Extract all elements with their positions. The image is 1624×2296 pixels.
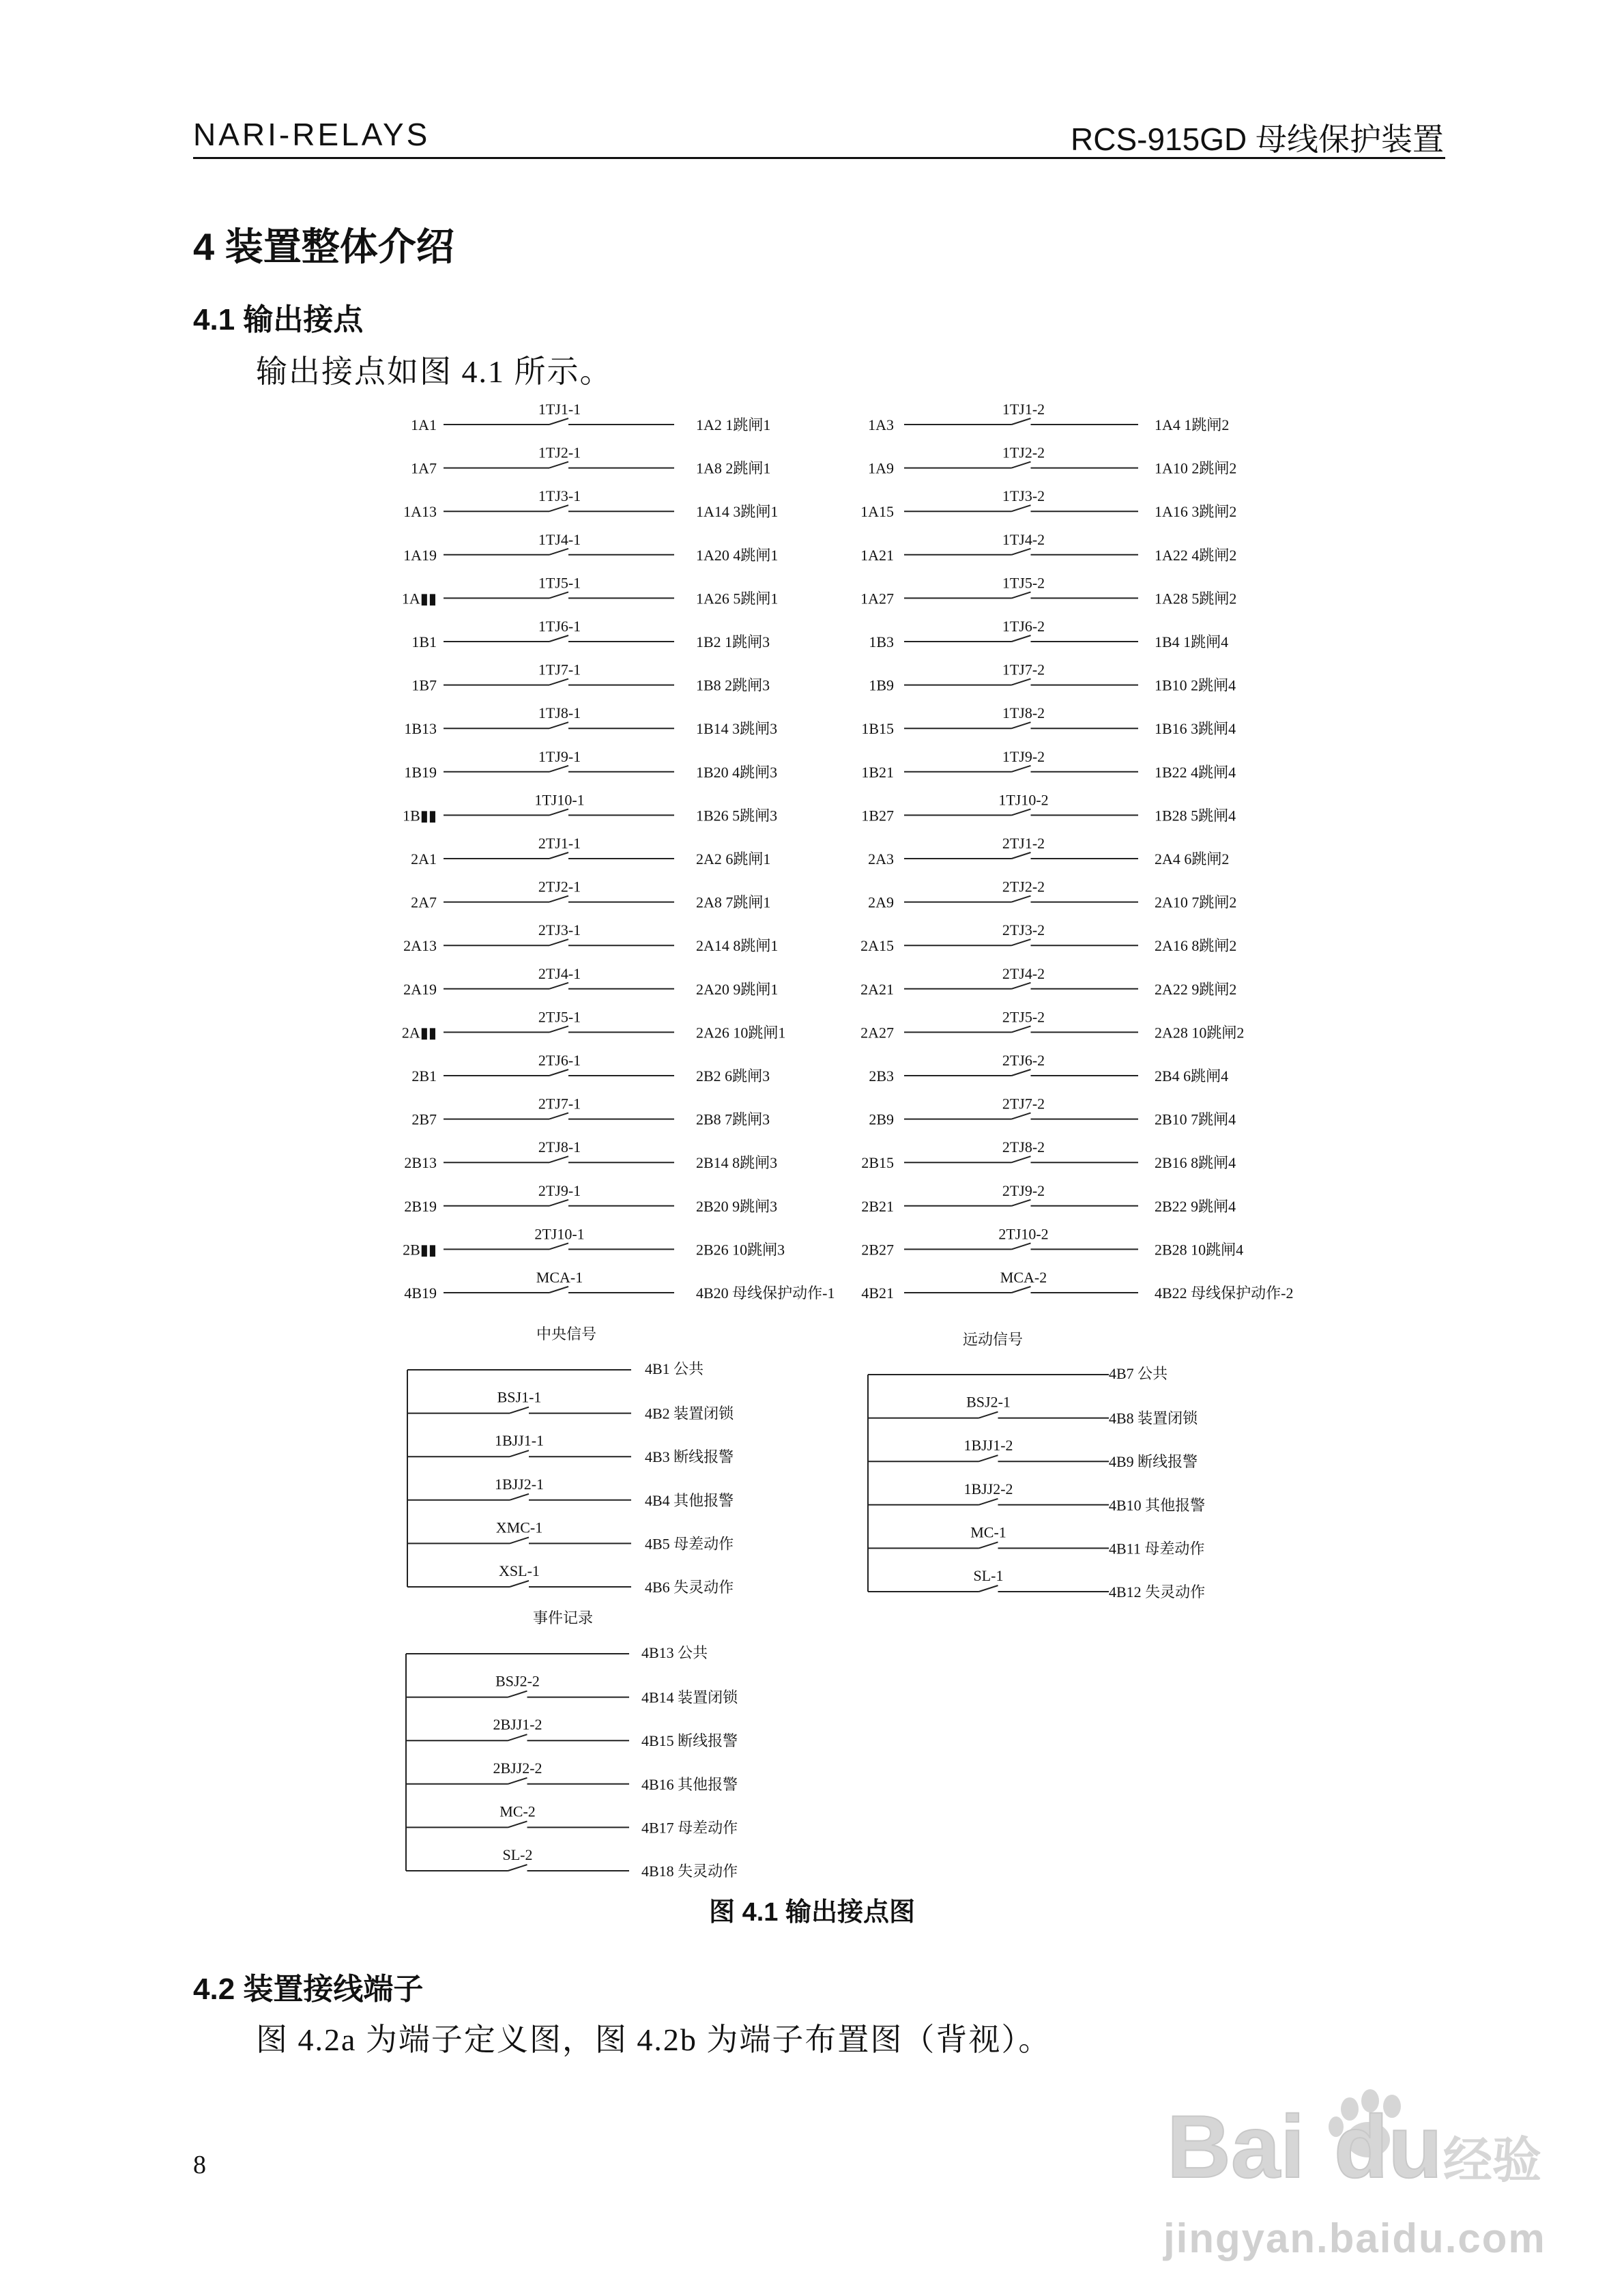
contact-label: 1TJ7-2 [1002,661,1045,678]
contact-symbol [868,1499,1109,1505]
terminal-label: 1A2 1跳闸1 [696,416,771,433]
terminal-label: 2B9 [869,1110,894,1128]
terminal-label: 1B28 5跳闸4 [1155,807,1236,824]
contact-label: 2BJJ2-2 [493,1759,542,1777]
group-title: 中央信号 [536,1325,597,1343]
terminal-label: 2A▮▮ [401,1024,437,1042]
contact-symbol [904,1070,1138,1076]
terminal-label: 2A4 6跳闸2 [1155,850,1230,867]
terminal-label: 2B28 10跳闸4 [1155,1241,1244,1259]
terminal-label: 1B14 3跳闸3 [696,720,778,738]
contact-label: 2TJ6-1 [538,1052,581,1069]
terminal-label: 1A10 2跳闸2 [1155,459,1237,477]
contact-label: 2TJ3-1 [538,921,581,939]
terminal-label: 2A1 [411,850,437,867]
terminal-label: 2B27 [861,1241,894,1259]
terminal-label: 4B10 其他报警 [1109,1496,1206,1514]
contact-symbol [444,1026,674,1032]
terminal-label: 1B19 [404,763,437,781]
contact-symbol [904,983,1138,989]
contact-symbol [444,505,674,511]
contact-label: 2TJ10-2 [998,1225,1049,1243]
terminal-label: 1A21 [860,546,894,564]
contact-symbol [904,1287,1138,1293]
contact-symbol [904,1113,1138,1119]
contact-symbol [904,1243,1138,1249]
terminal-label: 2A27 [860,1024,894,1042]
terminal-label: 2A21 [860,980,894,998]
contact-label: 2TJ3-2 [1002,921,1045,939]
contact-symbol [904,418,1138,425]
contact-label: 2TJ9-2 [1002,1181,1045,1199]
terminal-label: 2B3 [869,1067,894,1085]
contact-symbol [904,766,1138,772]
contact-symbol [444,722,674,728]
terminal-label: 2B22 9跳闸4 [1155,1197,1236,1215]
terminal-label: 1B15 [861,720,894,738]
terminal-label: 4B9 断线报警 [1109,1453,1198,1471]
terminal-label: 4B3 断线报警 [645,1448,734,1466]
terminal-label: 1A22 4跳闸2 [1155,546,1237,564]
contact-label: XSL-1 [499,1562,540,1579]
contact-symbol [444,1243,674,1249]
contact-label: BSJ2-1 [966,1393,1011,1411]
contact-symbol [904,635,1138,642]
terminal-label: 1A14 3跳闸1 [696,503,779,521]
terminal-label: 4B18 失灵动作 [641,1863,738,1880]
contact-symbol [904,549,1138,555]
contact-symbol [406,1691,629,1697]
contact-label: 1BJJ1-2 [963,1437,1013,1454]
terminal-label: 4B8 装置闭锁 [1109,1409,1198,1427]
contact-label: 2TJ5-2 [1002,1008,1045,1026]
terminal-label: 1B3 [869,633,894,650]
terminal-label: 1A15 [860,503,894,521]
contact-symbol [904,505,1138,511]
contact-label: 1TJ1-1 [538,401,581,418]
contact-symbol [444,679,674,685]
terminal-label: 2B16 8跳闸4 [1155,1154,1236,1172]
terminal-label: 4B15 断线报警 [641,1732,738,1750]
terminal-label: 4B6 失灵动作 [645,1579,734,1596]
contact-label: 1TJ8-2 [1002,704,1045,722]
contact-symbol [904,1156,1138,1162]
terminal-label: 4B11 母差动作 [1109,1540,1205,1558]
contact-label: 1BJJ1-1 [494,1432,545,1450]
contact-symbol [407,1581,631,1587]
terminal-label: 1A9 [868,459,894,477]
terminal-label: 4B20 母线保护动作-1 [696,1285,835,1302]
terminal-label: 2A9 [868,893,894,911]
contact-symbol [904,722,1138,728]
terminal-label: 4B5 母差动作 [645,1535,734,1553]
contact-symbol [444,1287,674,1293]
terminal-label: 1B2 1跳闸3 [696,633,770,650]
contact-symbol [904,852,1138,859]
section-4-1-text: 输出接点如图 4.1 所示。 [256,354,613,389]
terminal-label: 2A15 [860,937,894,955]
terminal-label: 2A3 [868,850,894,867]
contact-symbol [444,418,674,425]
contact-symbol [868,1412,1109,1418]
svg-text:du: du [1334,2097,1442,2196]
contact-label: 1TJ5-1 [538,574,581,592]
contact-label: 2TJ1-2 [1002,835,1045,852]
contact-label: 1TJ10-1 [534,791,585,809]
terminal-label: 2B26 10跳闸3 [696,1241,785,1259]
contact-label: 2TJ1-1 [538,835,581,852]
terminal-label: 1A27 [860,590,894,607]
terminal-label: 4B4 其他报警 [645,1491,734,1509]
terminal-label: 2B21 [861,1197,894,1215]
terminal-label: 2B10 7跳闸4 [1155,1110,1236,1128]
contact-symbol [406,1865,629,1871]
contact-label: 2TJ9-1 [538,1181,581,1199]
terminal-label: 2B19 [404,1197,437,1215]
contact-label: 2TJ7-2 [1002,1095,1045,1113]
terminal-label: 2A7 [411,893,437,911]
contact-label: MC-2 [499,1803,536,1820]
contact-label: MCA-2 [1000,1269,1047,1286]
header-left: NARI-RELAYS [193,117,431,152]
terminal-label: 1B9 [869,676,894,694]
terminal-label: 1B▮▮ [403,807,437,824]
terminal-label: 1B10 2跳闸4 [1155,676,1236,694]
terminal-label: 2A26 10跳闸1 [696,1024,786,1042]
contact-symbol [444,939,674,945]
terminal-label: 4B21 [861,1285,894,1302]
contact-symbol [444,1156,674,1162]
terminal-label: 2A2 6跳闸1 [696,850,771,867]
contact-label: 1TJ2-2 [1002,444,1045,461]
contact-label: 2TJ2-1 [538,878,581,895]
terminal-label: 2A13 [403,937,437,955]
terminal-label: 1A26 5跳闸1 [696,590,779,607]
terminal-label: 4B16 其他报警 [641,1775,738,1793]
terminal-label: 1B4 1跳闸4 [1155,633,1229,650]
contact-label: SL-2 [502,1846,533,1863]
contact-symbol [444,462,674,468]
terminal-label: 2A20 9跳闸1 [696,980,779,998]
contact-symbol [904,1200,1138,1206]
contact-label: 2TJ4-1 [538,964,581,982]
contact-symbol [868,1585,1109,1592]
header-right: RCS-915GD 母线保护装置 [1071,121,1444,157]
contact-label: 1BJJ2-2 [963,1480,1013,1497]
contact-label: 1TJ9-2 [1002,747,1045,765]
contact-symbol [904,679,1138,685]
contact-symbol [868,1542,1109,1548]
terminal-label: 2A22 9跳闸2 [1155,980,1237,998]
terminal-label: 2B7 [411,1110,437,1128]
section-4-2-title: 4.2 装置接线端子 [193,1972,424,2006]
terminal-label: 2B4 6跳闸4 [1155,1067,1229,1085]
terminal-label: 1B21 [861,763,894,781]
contact-symbol [407,1407,631,1414]
terminal-label: 1A13 [403,503,437,521]
terminal-label: 2B20 9跳闸3 [696,1197,778,1215]
contact-label: BSJ1-1 [497,1388,542,1406]
contact-label: 1TJ4-1 [538,530,581,548]
terminal-label: 1A16 3跳闸2 [1155,503,1237,521]
page-number: 8 [193,2151,206,2179]
terminal-label: 1A8 2跳闸1 [696,459,771,477]
section-4-2-text: 图 4.2a 为端子定义图，图 4.2b 为端子布置图（背视）。 [256,2022,1052,2057]
contact-symbol [444,635,674,642]
contact-label: 2TJ8-2 [1002,1138,1045,1156]
terminal-label: 1B7 [411,676,437,694]
contact-symbol [407,1494,631,1500]
contact-label: 1TJ3-2 [1002,487,1045,505]
contact-label: 2TJ8-1 [538,1138,581,1156]
terminal-label: 1B20 4跳闸3 [696,763,778,781]
contact-symbol [406,1778,629,1784]
terminal-label: 4B19 [404,1285,437,1302]
terminal-label: 2B▮▮ [403,1241,437,1259]
contact-label: 2TJ10-1 [534,1225,585,1243]
terminal-label: 1A4 1跳闸2 [1155,416,1230,433]
terminal-label: 2B8 7跳闸3 [696,1110,770,1128]
terminal-label: 1B26 5跳闸3 [696,807,778,824]
contact-label: 1BJJ2-1 [494,1475,545,1493]
terminal-label: 1A28 5跳闸2 [1155,590,1237,607]
terminal-label: 2A8 7跳闸1 [696,893,771,911]
terminal-label: 1A20 4跳闸1 [696,546,779,564]
contact-label: 2TJ7-1 [538,1095,581,1113]
contact-label: 1TJ9-1 [538,747,581,765]
contact-symbol [904,1026,1138,1032]
contact-symbol [407,1450,631,1456]
contact-symbol [444,766,674,772]
figure-caption: 图 4.1 输出接点图 [709,1898,915,1927]
contact-label: MCA-1 [536,1269,583,1286]
contact-label: 1TJ6-2 [1002,618,1045,635]
contact-symbol [904,896,1138,902]
contact-symbol [904,939,1138,945]
contact-symbol [406,1734,629,1740]
terminal-label: 4B22 母线保护动作-2 [1155,1285,1294,1302]
contact-symbol [444,592,674,598]
contact-symbol [904,462,1138,468]
contact-symbol [407,1537,631,1543]
contact-symbol [904,592,1138,598]
terminal-label: 1A7 [411,459,437,477]
terminal-label: 4B14 装置闭锁 [641,1689,738,1706]
terminal-label: 1B16 3跳闸4 [1155,720,1236,738]
contact-label: XMC-1 [495,1519,543,1536]
contact-label: BSJ2-2 [495,1672,540,1690]
contact-label: 1TJ3-1 [538,487,581,505]
terminal-label: 2A28 10跳闸2 [1155,1024,1245,1042]
terminal-label: 2A16 8跳闸2 [1155,937,1237,955]
contact-label: 1TJ1-2 [1002,401,1045,418]
terminal-label: 1B27 [861,807,894,824]
terminal-label: 4B2 装置闭锁 [645,1405,734,1422]
contact-symbol [406,1821,629,1827]
contact-symbol [868,1455,1109,1461]
terminal-label: 1B8 2跳闸3 [696,676,770,694]
terminal-label: 2B15 [861,1154,894,1172]
terminal-label: 2B13 [404,1154,437,1172]
group-title: 事件记录 [532,1609,594,1626]
contact-label: 1TJ6-1 [538,618,581,635]
contact-label: 1TJ7-1 [538,661,581,678]
terminal-label: 4B13 公共 [641,1644,708,1661]
contact-symbol [444,896,674,902]
terminal-label: 4B17 母差动作 [641,1819,738,1837]
contact-label: 1TJ8-1 [538,704,581,722]
terminal-label: 4B1 公共 [645,1360,704,1377]
contact-symbol [444,1200,674,1206]
contact-symbol [444,549,674,555]
terminal-label: 2B1 [411,1067,437,1085]
section-4-1-title: 4.1 输出接点 [193,303,364,336]
terminal-label: 1B1 [411,633,437,650]
terminal-label: 4B7 公共 [1109,1365,1168,1382]
terminal-label: 2A19 [403,980,437,998]
contact-label: 2TJ6-2 [1002,1052,1045,1069]
contact-label: 1TJ10-2 [998,791,1049,809]
contact-symbol [444,809,674,815]
terminal-label: 2B2 6跳闸3 [696,1067,770,1085]
contact-label: 2TJ4-2 [1002,964,1045,982]
contact-label: 1TJ2-1 [538,444,581,461]
contact-label: 2TJ2-2 [1002,878,1045,895]
contact-symbol [444,1113,674,1119]
terminal-label: 1B22 4跳闸4 [1155,763,1236,781]
contact-symbol [904,809,1138,815]
terminal-label: 1B13 [404,720,437,738]
terminal-label: 2A10 7跳闸2 [1155,893,1237,911]
svg-text:Bai: Bai [1167,2097,1305,2196]
contact-label: 1TJ5-2 [1002,574,1045,592]
contact-label: 2BJJ1-2 [493,1716,542,1734]
terminal-label: 1A3 [868,416,894,433]
contact-label: 1TJ4-2 [1002,530,1045,548]
baidu-watermark-logo [1160,2082,1542,2211]
contact-symbol [444,983,674,989]
terminal-label: 1A1 [411,416,437,433]
terminal-label: 1A▮▮ [401,590,437,607]
contact-symbol [444,852,674,859]
terminal-label: 4B12 失灵动作 [1109,1583,1206,1601]
terminal-label: 2B14 8跳闸3 [696,1154,778,1172]
terminal-label: 1A19 [403,546,437,564]
contact-symbol [444,1070,674,1076]
watermark-url: jingyan.baidu.com [1163,2215,1546,2261]
contact-label: MC-1 [970,1523,1006,1541]
terminal-label: 2A14 8跳闸1 [696,937,779,955]
svg-text:经验: 经验 [1443,2132,1542,2189]
group-title: 远动信号 [962,1331,1024,1348]
contact-label: 2TJ5-1 [538,1008,581,1026]
section-4-title: 4 装置整体介绍 [193,225,454,268]
contact-label: SL-1 [973,1567,1004,1584]
